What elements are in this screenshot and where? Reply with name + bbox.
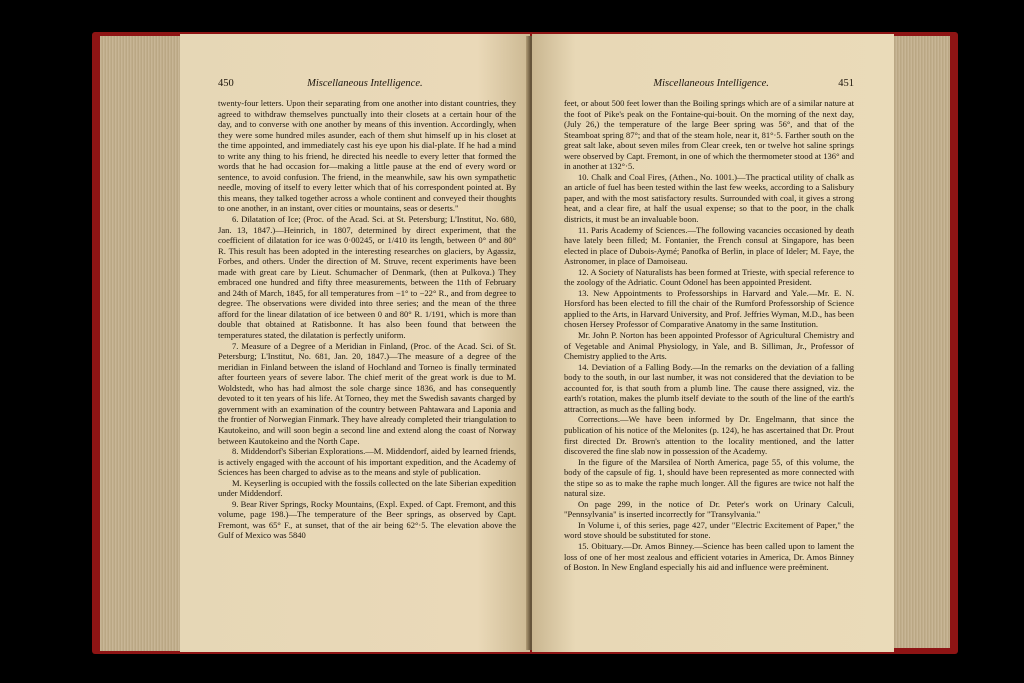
paragraph: Mr. John P. Norton has been appointed Professor of Agricultural Chemistry and of Vegetable and Animal Physiology, in Yale, and B. Silliman, Jr., Professor of Chemistry applied to the Arts. <box>564 330 854 362</box>
page-number: 450 <box>218 78 234 89</box>
paragraph: 8. Middendorf's Siberian Explorations.—M. Middendorf, aided by learned friends, is actively engaged with the account of his important expedition, and the Academy of Sciences has been charged to advise as to the means and style of publication. <box>218 446 516 478</box>
right-page-edges <box>888 36 950 648</box>
paragraph: 10. Chalk and Coal Fires, (Athen., No. 1001.)—The practical utility of chalk as an article of fuel has been tested within the last few weeks, according to a Salisbury paper, and with the most satisfactory results. Surrounded with coal, it gives a strong heat, and a clear fire, at half the usual expense; so that to the poor, in the chalk districts, it must be an invaluable boon. <box>564 171 854 225</box>
paragraph: 15. Obituary.—Dr. Amos Binney.—Science has been called upon to lament the loss of one of her most zealous and efficient votaries in America, Dr. Amos Binney of Boston. In New England especially his aid and influence were preëminent. <box>564 540 854 573</box>
paragraph: In Volume i, of this series, page 427, under "Electric Excitement of Paper," the word stove should be substituted for stone. <box>564 519 854 541</box>
paragraph: 9. Bear River Springs, Rocky Mountains, (Expl. Exped. of Capt. Fremont, and this volume, page 198.)—The temperature of the Beer springs, as observed by Capt. Fremont, was 65° F., at sunset, that of the air being 62°·5. The elevation above the Gulf of Mexico was 5840 <box>218 498 516 541</box>
paragraph: 12. A Society of Naturalists has been formed at Trieste, with special reference to the zoology of the Adriatic. Count Odonel has been appointed President. <box>564 266 854 288</box>
paragraph: 11. Paris Academy of Sciences.—The following vacancies occasioned by death have lately been filled; M. Fontanier, the French consul at Singapore, has been elected in place of Dubois-Aymé; Panofka of Berlin, in place of Ideler; M. Faye, the Astronomer, in place of Damoiseau. <box>564 224 854 267</box>
left-page-edges <box>100 36 184 651</box>
running-head-title: Miscellaneous Intelligence. <box>653 78 769 89</box>
paragraph: Corrections.—We have been informed by Dr. Engelmann, that since the publication of his notice of the Melonites (p. 124), he has ascertained that Dr. Prout first directed Dr. Brown's attention to the locality mentioned, and the latter discovered the fine slab now in possession of the Academy. <box>564 414 854 457</box>
left-column <box>218 98 516 541</box>
paragraph: 13. New Appointments to Professorships in Harvard and Yale.—Mr. E. N. Horsford has been elected to fill the chair of the Rumford Professorship of Science applied to the Arts, in Harvard University, and Prof. Jeffries Wyman, M.D., has been chosen Hersey Professor of Comparative Anatomy in the same Institution. <box>564 287 854 330</box>
right-running-head <box>564 78 854 89</box>
paragraph: 7. Measure of a Degree of a Meridian in Finland, (Proc. of the Acad. Sci. of St. Petersburg; L'Institut, No. 681, Jan. 20, 1847.)—The measure of a degree of the meridian in Finland between the island of Hochland and Torneo is finally terminated after fourteen years of severe labor. The chief merit of the great work is due to M. Woldstedt, who has had almost the sole charge since 1836, and has consequently devoted to it ten years of his life. At Torneo, they met the Swedish savants charged by government with an examination of the country between Pahtawara and Laponia and the frontier of Norwegian Finmark. They have already completed their triangulation to Kautokeino, and will soon begin a second line and extend along the coast of Norway between Kautokeino and the North Cape. <box>218 340 516 446</box>
paragraph: 6. Dilatation of Ice; (Proc. of the Acad. Sci. at St. Petersburg; L'Institut, No. 680, Jan. 13, 1847.)—Heinrich, in 1807, determined by direct experiment, that the coefficient of dilatation for ice was 0·00245, or 1/410 its length, between 0° and 80° R. This result has been adopted in the interesting researches on glaciers, by Agassiz, Forbes, and others. Under the direction of M. Struve, recent experiments have been made with great care by Lieut. Schumacher of Denmark, (then at Pulkova.) They embraced one hundred and fifty three measurements, between the 11th of February and 24th of March, 1845, for all temperatures from −1° to −22° R., and from degree to degree. The observations were divided into three series; and the mean of the three afford for the linear dilatation of ice between 0 and 80° R. 1/191, which is more than double that obtained at Ratisbonne. It has also been found that between the temperatures stated, the dilatation is perfectly uniform. <box>218 214 516 341</box>
right-page <box>532 34 894 652</box>
running-head-title: Miscellaneous Intelligence. <box>307 78 423 89</box>
page-number: 451 <box>838 78 854 89</box>
paragraph: 14. Deviation of a Falling Body.—In the remarks on the deviation of a falling body to the south, in our last number, it was not considered that the deviation to be accounted for, is that south from a plumb line. The cause there assigned, viz. the earth's rotation, makes the plumb itself deviate to the south of the line of the earth's attraction, as much as the falling body. <box>564 361 854 414</box>
paragraph: M. Keyserling is occupied with the fossils collected on the late Siberian expedition under Middendorf. <box>218 477 516 499</box>
paragraph: twenty-four letters. Upon their separating from one another into distant countries, they agreed to withdraw themselves punctually into their closets at a certain hour of the day, and to converse with one another by means of this invention. Accordingly, when they were some hundred miles asunder, each of them shut himself up in his closet at the time appointed, and immediately cast his eye upon his dial-plate. If he had a mind to write any thing to his friend, he directed his needle to every letter that formed the words that he had occasion for—making a little pause at the end of every word or sentence, to avoid confusion. The friend, in the meanwhile, saw his own sympathetic needle, moving of itself to every letter which that of his correspondent pointed at. By this means, they talked together across a whole continent and conveyed their thoughts to one another, in an instant, over cities or mountains, seas or deserts." <box>218 98 516 214</box>
paragraph: On page 299, in the notice of Dr. Peter's work on Urinary Calculi, "Pennsylvania" is inserted incorrectly for "Transylvania." <box>564 498 854 520</box>
paragraph: In the figure of the Marsilea of North America, page 55, of this volume, the body of the capsule of fig. 1, should have been represented as more connected with the stipe so as to make the raphe much longer. All the figures are twice not half the natural size. <box>564 456 854 499</box>
left-page <box>180 34 530 652</box>
left-running-head <box>218 78 516 89</box>
paragraph: feet, or about 500 feet lower than the Boiling springs which are of a similar nature at the foot of Pike's peak on the Fontaine-qui-bouit. On the morning of the next day, (July 26,) the temperature of the large Beer spring was 56°, and that of the Steamboat spring 87°; and that of the steam hole, near it, 81°·5. Farther south on the great salt lake, about seven miles from Clear creek, ten or twelve hot saline springs were observed by Capt. Fremont, in one of which the thermometer stood at 136° and in another at 132°·5. <box>564 98 854 172</box>
right-column <box>564 98 854 573</box>
